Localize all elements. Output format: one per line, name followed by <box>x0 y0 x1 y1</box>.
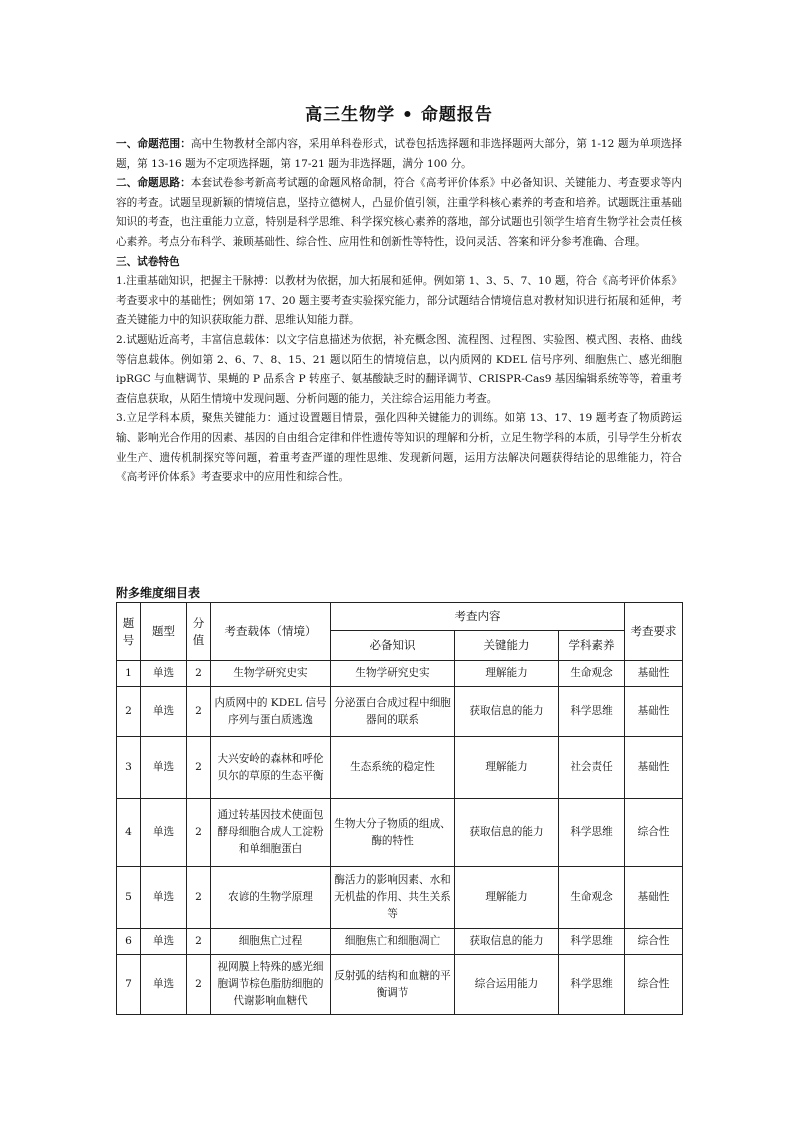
header-no: 题号 <box>117 603 141 661</box>
cell-knowledge: 酶活力的影响因素、水和无机盐的作用、共生关系等 <box>331 867 455 929</box>
cell-literacy: 科学思维 <box>559 955 625 1015</box>
cell-literacy: 科学思维 <box>559 799 625 867</box>
header-content: 考查内容 <box>331 603 625 631</box>
cell-literacy: 科学思维 <box>559 929 625 955</box>
cell-score: 2 <box>187 799 211 867</box>
cell-no: 6 <box>117 929 141 955</box>
cell-score: 2 <box>187 929 211 955</box>
section-scope-heading: 一、命题范围： <box>116 138 191 150</box>
cell-ability: 理解能力 <box>455 661 559 687</box>
cell-score: 2 <box>187 955 211 1015</box>
header-requirement: 考查要求 <box>625 603 683 661</box>
cell-requirement: 基础性 <box>625 687 683 737</box>
cell-no: 5 <box>117 867 141 929</box>
specification-table <box>116 602 683 1015</box>
cell-literacy: 生命观念 <box>559 661 625 687</box>
cell-literacy: 科学思维 <box>559 687 625 737</box>
section-approach-heading: 二、命题思路： <box>116 177 191 190</box>
table-row <box>117 737 683 799</box>
cell-no: 3 <box>117 737 141 799</box>
section-approach-text: 本套试卷参考新高考试题的命题风格命制，符合《高考评价体系》中必备知识、关键能力、考查要求等内容的考查。试题呈现新颖的情境信息，坚持立德树人，凸显价值引领，注重学科核心素养的考查和培养。试题既注重基础知识的考查，也注重能力立意，特别是科学思维、科学探究核心素养的落地，部分试题也引领学生培育生物学社会责任核心素养。考点分布科学、兼顾基础性、综合性、应用性和创新性等特性，设问灵活、答案和评分参考准确、合理。 <box>116 177 682 248</box>
cell-type: 单选 <box>141 929 187 955</box>
header-type: 题型 <box>141 603 187 661</box>
cell-ability: 理解能力 <box>455 737 559 799</box>
cell-requirement: 综合性 <box>625 799 683 867</box>
cell-ability: 获取信息的能力 <box>455 929 559 955</box>
cell-ability: 获取信息的能力 <box>455 687 559 737</box>
table-body <box>117 661 683 1015</box>
cell-type: 单选 <box>141 955 187 1015</box>
cell-no: 2 <box>117 687 141 737</box>
cell-type: 单选 <box>141 661 187 687</box>
cell-no: 7 <box>117 955 141 1015</box>
section-scope <box>116 135 682 174</box>
cell-no: 4 <box>117 799 141 867</box>
cell-requirement: 基础性 <box>625 867 683 929</box>
cell-knowledge: 生态系统的稳定性 <box>331 737 455 799</box>
cell-requirement: 基础性 <box>625 661 683 687</box>
table-row <box>117 661 683 687</box>
features-paragraph-1: 1.注重基础知识，把握主干脉搏：以教材为依据，加大拓展和延伸。例如第 1、3、5、7、10 题，符合《高考评价体系》考查要求中的基础性；例如第 17、20 题主要考查实验探究能力，部分试题结合情境信息对教材知识进行拓展和延伸，考查关键能力中的知识获取能力群、思维认知能力群。 <box>116 275 682 327</box>
cell-context: 通过转基因技术使面包酵母细胞合成人工淀粉和单细胞蛋白 <box>211 799 331 867</box>
cell-knowledge: 生物学研究史实 <box>331 661 455 687</box>
cell-literacy: 社会责任 <box>559 737 625 799</box>
cell-score: 2 <box>187 687 211 737</box>
cell-context: 生物学研究史实 <box>211 661 331 687</box>
cell-type: 单选 <box>141 737 187 799</box>
header-score: 分值 <box>187 603 211 661</box>
table-row <box>117 687 683 737</box>
cell-context: 细胞焦亡过程 <box>211 929 331 955</box>
table-row <box>117 867 683 929</box>
features-paragraph-2: 2.试题贴近高考，丰富信息载体：以文字信息描述为依据，补充概念图、流程图、过程图、实验图、模式图、表格、曲线等信息载体。例如第 2、6、7、8、15、21 题以陌生的情境信息，以内质网的 KDEL 信号序列、细胞焦亡、感光细胞 ipRGC 与血糖调节、果蝇的 P 品系含 P 转座子、氨基酸缺乏时的翻译调节、CRISPR-Cas9 基因编辑系统等等，着重考查信息获取，从陌生情境中发现问题、分析问题的能力，关注综合运用能力考查。 <box>116 333 682 405</box>
cell-knowledge: 细胞焦亡和细胞凋亡 <box>331 929 455 955</box>
table-title: 附多维度细目表 <box>116 586 201 600</box>
section-features-heading: 三、试卷特色 <box>116 255 180 268</box>
header-literacy: 学科素养 <box>559 631 625 661</box>
cell-ability: 综合运用能力 <box>455 955 559 1015</box>
cell-knowledge: 分泌蛋白合成过程中细胞器间的联系 <box>331 687 455 737</box>
cell-score: 2 <box>187 737 211 799</box>
cell-context: 内质网中的 KDEL 信号序列与蛋白质逃逸 <box>211 687 331 737</box>
cell-ability: 获取信息的能力 <box>455 799 559 867</box>
cell-type: 单选 <box>141 867 187 929</box>
page-title: 高三生物学 • 命题报告 <box>305 105 493 125</box>
features-paragraph-3: 3.立足学科本质，聚焦关键能力：通过设置题目情景，强化四种关键能力的训练。如第 13、17、19 题考查了物质跨运输、影响光合作用的因素、基因的自由组合定律和伴性遗传等知识的理解和分析，立足生物学科的本质，引导学生分析农业生产、遗传机制探究等问题，着重考查严谨的理性思维、发现新问题，运用方法解决问题获得结论的思维能力，符合《高考评价体系》考查要求中的应用性和综合性。 <box>116 412 682 484</box>
document-page <box>116 100 683 1007</box>
cell-literacy: 生命观念 <box>559 867 625 929</box>
table-row <box>117 929 683 955</box>
section-scope-text: 高中生物教材全部内容，采用单科卷形式，试卷包括选择题和非选择题两大部分，第 1-12 题为单项选择题，第 13-16 题为不定项选择题，第 17-21 题为非选择题，满分 100 分。 <box>116 138 683 170</box>
cell-requirement: 综合性 <box>625 955 683 1015</box>
header-ability: 关键能力 <box>455 631 559 661</box>
cell-type: 单选 <box>141 687 187 737</box>
cell-ability: 理解能力 <box>455 867 559 929</box>
cell-score: 2 <box>187 867 211 929</box>
cell-context: 农谚的生物学原理 <box>211 867 331 929</box>
cell-requirement: 基础性 <box>625 737 683 799</box>
table-row <box>117 799 683 867</box>
header-knowledge: 必备知识 <box>331 631 455 661</box>
header-context: 考查载体（情境） <box>211 603 331 661</box>
cell-requirement: 综合性 <box>625 929 683 955</box>
table-row <box>117 955 683 1015</box>
cell-context: 视网膜上特殊的感光细胞调节棕色脂肪细胞的代谢影响血糖代 <box>211 955 331 1015</box>
cell-no: 1 <box>117 661 141 687</box>
cell-knowledge: 生物大分子物质的组成、酶的特性 <box>331 799 455 867</box>
cell-knowledge: 反射弧的结构和血糖的平衡调节 <box>331 955 455 1015</box>
cell-score: 2 <box>187 661 211 687</box>
section-approach <box>116 174 682 252</box>
cell-context: 大兴安岭的森林和呼伦贝尔的草原的生态平衡 <box>211 737 331 799</box>
cell-type: 单选 <box>141 799 187 867</box>
